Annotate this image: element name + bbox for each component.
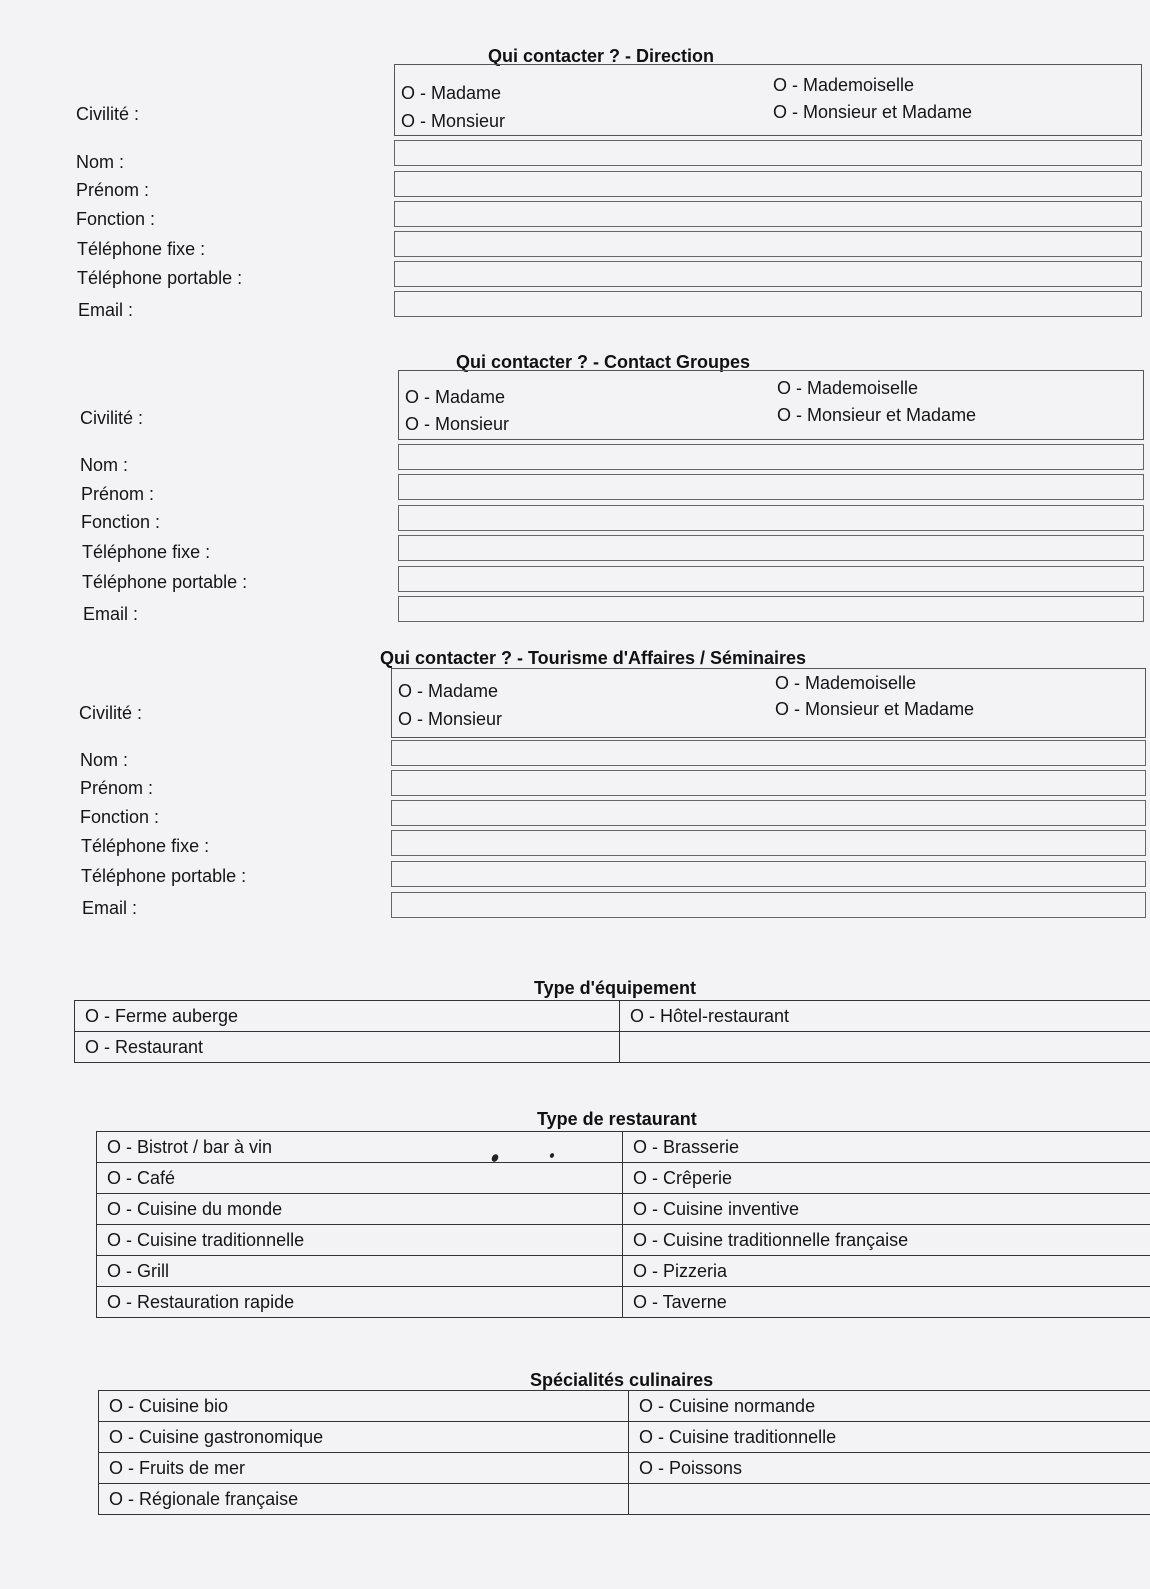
civility-box <box>398 370 1144 440</box>
table-row <box>75 1001 1150 1032</box>
field-label-email: Email : <box>78 300 134 320</box>
option-cuisine-traditionnelle-francaise[interactable]: O - Cuisine traditionnelle française <box>623 1225 1150 1256</box>
field-label-telephone-fixe: Téléphone fixe : <box>82 542 211 562</box>
telephone-portable-field[interactable] <box>394 261 1142 287</box>
field-label-telephone-fixe: Téléphone fixe : <box>77 239 206 259</box>
section-title-specialites: Spécialités culinaires <box>530 1370 714 1390</box>
prenom-field[interactable] <box>394 171 1142 197</box>
field-label-nom: Nom : <box>80 455 129 475</box>
restaurant-table <box>96 1131 1150 1318</box>
civility-box <box>391 668 1146 738</box>
email-field[interactable] <box>394 291 1142 317</box>
email-field[interactable] <box>391 892 1146 918</box>
table-row <box>99 1484 1150 1515</box>
civility-label: Civilité : <box>80 408 144 428</box>
radio-monsieur[interactable]: O - Monsieur <box>405 414 510 434</box>
radio-madame[interactable]: O - Madame <box>398 681 499 701</box>
option-hotel-restaurant[interactable]: O - Hôtel-restaurant <box>620 1001 1150 1032</box>
radio-monsieur-et-madame[interactable]: O - Monsieur et Madame <box>777 405 977 425</box>
telephone-fixe-field[interactable] <box>394 231 1142 257</box>
option-cuisine-traditionnelle[interactable]: O - Cuisine traditionnelle <box>97 1225 623 1256</box>
option-cafe[interactable]: O - Café <box>97 1163 623 1194</box>
option-cuisine-normande[interactable]: O - Cuisine normande <box>629 1391 1150 1422</box>
table-row <box>99 1391 1150 1422</box>
field-label-email: Email : <box>82 898 138 918</box>
nom-field[interactable] <box>394 140 1142 166</box>
option-cuisine-du-monde[interactable]: O - Cuisine du monde <box>97 1194 623 1225</box>
nom-field[interactable] <box>398 444 1144 470</box>
option-cuisine-inventive[interactable]: O - Cuisine inventive <box>623 1194 1150 1225</box>
option-pizzeria[interactable]: O - Pizzeria <box>623 1256 1150 1287</box>
table-row <box>97 1287 1150 1318</box>
specialities-table <box>98 1390 1150 1515</box>
field-label-telephone-fixe: Téléphone fixe : <box>81 836 210 856</box>
prenom-field[interactable] <box>398 474 1144 500</box>
telephone-portable-field[interactable] <box>391 861 1146 887</box>
fonction-field[interactable] <box>398 505 1144 531</box>
field-label-fonction: Fonction : <box>76 209 156 229</box>
option-brasserie[interactable]: O - Brasserie <box>623 1132 1150 1163</box>
telephone-fixe-field[interactable] <box>398 535 1144 561</box>
field-label-prenom: Prénom : <box>80 778 154 798</box>
option-fruits-de-mer[interactable]: O - Fruits de mer <box>99 1453 629 1484</box>
field-label-fonction: Fonction : <box>80 807 160 827</box>
field-label-telephone-portable: Téléphone portable : <box>82 572 248 592</box>
table-row <box>97 1132 1150 1163</box>
option-creperie[interactable]: O - Crêperie <box>623 1163 1150 1194</box>
field-label-email: Email : <box>83 604 139 624</box>
radio-monsieur[interactable]: O - Monsieur <box>401 111 506 131</box>
table-row <box>97 1256 1150 1287</box>
table-row <box>99 1422 1150 1453</box>
radio-madame[interactable]: O - Madame <box>401 83 502 103</box>
civility-label: Civilité : <box>79 703 143 723</box>
fonction-field[interactable] <box>391 800 1146 826</box>
radio-mademoiselle[interactable]: O - Mademoiselle <box>775 673 917 693</box>
option-cuisine-traditionnelle[interactable]: O - Cuisine traditionnelle <box>629 1422 1150 1453</box>
radio-madame[interactable]: O - Madame <box>405 387 506 407</box>
field-label-fonction: Fonction : <box>81 512 161 532</box>
table-row <box>75 1032 1150 1063</box>
section-title-direction: Qui contacter ? - Direction <box>488 46 715 66</box>
option-poissons[interactable]: O - Poissons <box>629 1453 1150 1484</box>
option-cuisine-gastronomique[interactable]: O - Cuisine gastronomique <box>99 1422 629 1453</box>
option-restauration-rapide[interactable]: O - Restauration rapide <box>97 1287 623 1318</box>
radio-monsieur[interactable]: O - Monsieur <box>398 709 503 729</box>
empty-cell <box>629 1484 1150 1515</box>
empty-cell <box>620 1032 1150 1063</box>
section-title-type-equipement: Type d'équipement <box>534 978 696 998</box>
field-label-prenom: Prénom : <box>76 180 150 200</box>
option-taverne[interactable]: O - Taverne <box>623 1287 1150 1318</box>
option-restaurant[interactable]: O - Restaurant <box>75 1032 620 1063</box>
radio-mademoiselle[interactable]: O - Mademoiselle <box>777 378 919 398</box>
option-regionale-francaise[interactable]: O - Régionale française <box>99 1484 629 1515</box>
radio-monsieur-et-madame[interactable]: O - Monsieur et Madame <box>773 102 973 122</box>
field-label-nom: Nom : <box>76 152 125 172</box>
civility-box <box>394 64 1142 136</box>
option-grill[interactable]: O - Grill <box>97 1256 623 1287</box>
prenom-field[interactable] <box>391 770 1146 796</box>
email-field[interactable] <box>398 596 1144 622</box>
field-label-nom: Nom : <box>80 750 129 770</box>
section-title-contact-groupes: Qui contacter ? - Contact Groupes <box>456 352 751 372</box>
civility-label: Civilité : <box>76 104 140 124</box>
table-row <box>97 1225 1150 1256</box>
option-ferme-auberge[interactable]: O - Ferme auberge <box>75 1001 620 1032</box>
section-title-tourisme-affaires: Qui contacter ? - Tourisme d'Affaires / Séminaires <box>380 648 807 668</box>
nom-field[interactable] <box>391 740 1146 766</box>
section-title-type-restaurant: Type de restaurant <box>537 1109 697 1129</box>
table-row <box>97 1194 1150 1225</box>
radio-monsieur-et-madame[interactable]: O - Monsieur et Madame <box>775 699 975 719</box>
option-bistrot[interactable]: O - Bistrot / bar à vin <box>97 1132 623 1163</box>
table-row <box>97 1163 1150 1194</box>
field-label-telephone-portable: Téléphone portable : <box>77 268 243 288</box>
telephone-fixe-field[interactable] <box>391 830 1146 856</box>
radio-mademoiselle[interactable]: O - Mademoiselle <box>773 75 915 95</box>
table-row <box>99 1453 1150 1484</box>
fonction-field[interactable] <box>394 201 1142 227</box>
equipment-table <box>74 1000 1150 1063</box>
option-cuisine-bio[interactable]: O - Cuisine bio <box>99 1391 629 1422</box>
field-label-prenom: Prénom : <box>81 484 155 504</box>
telephone-portable-field[interactable] <box>398 566 1144 592</box>
field-label-telephone-portable: Téléphone portable : <box>81 866 247 886</box>
